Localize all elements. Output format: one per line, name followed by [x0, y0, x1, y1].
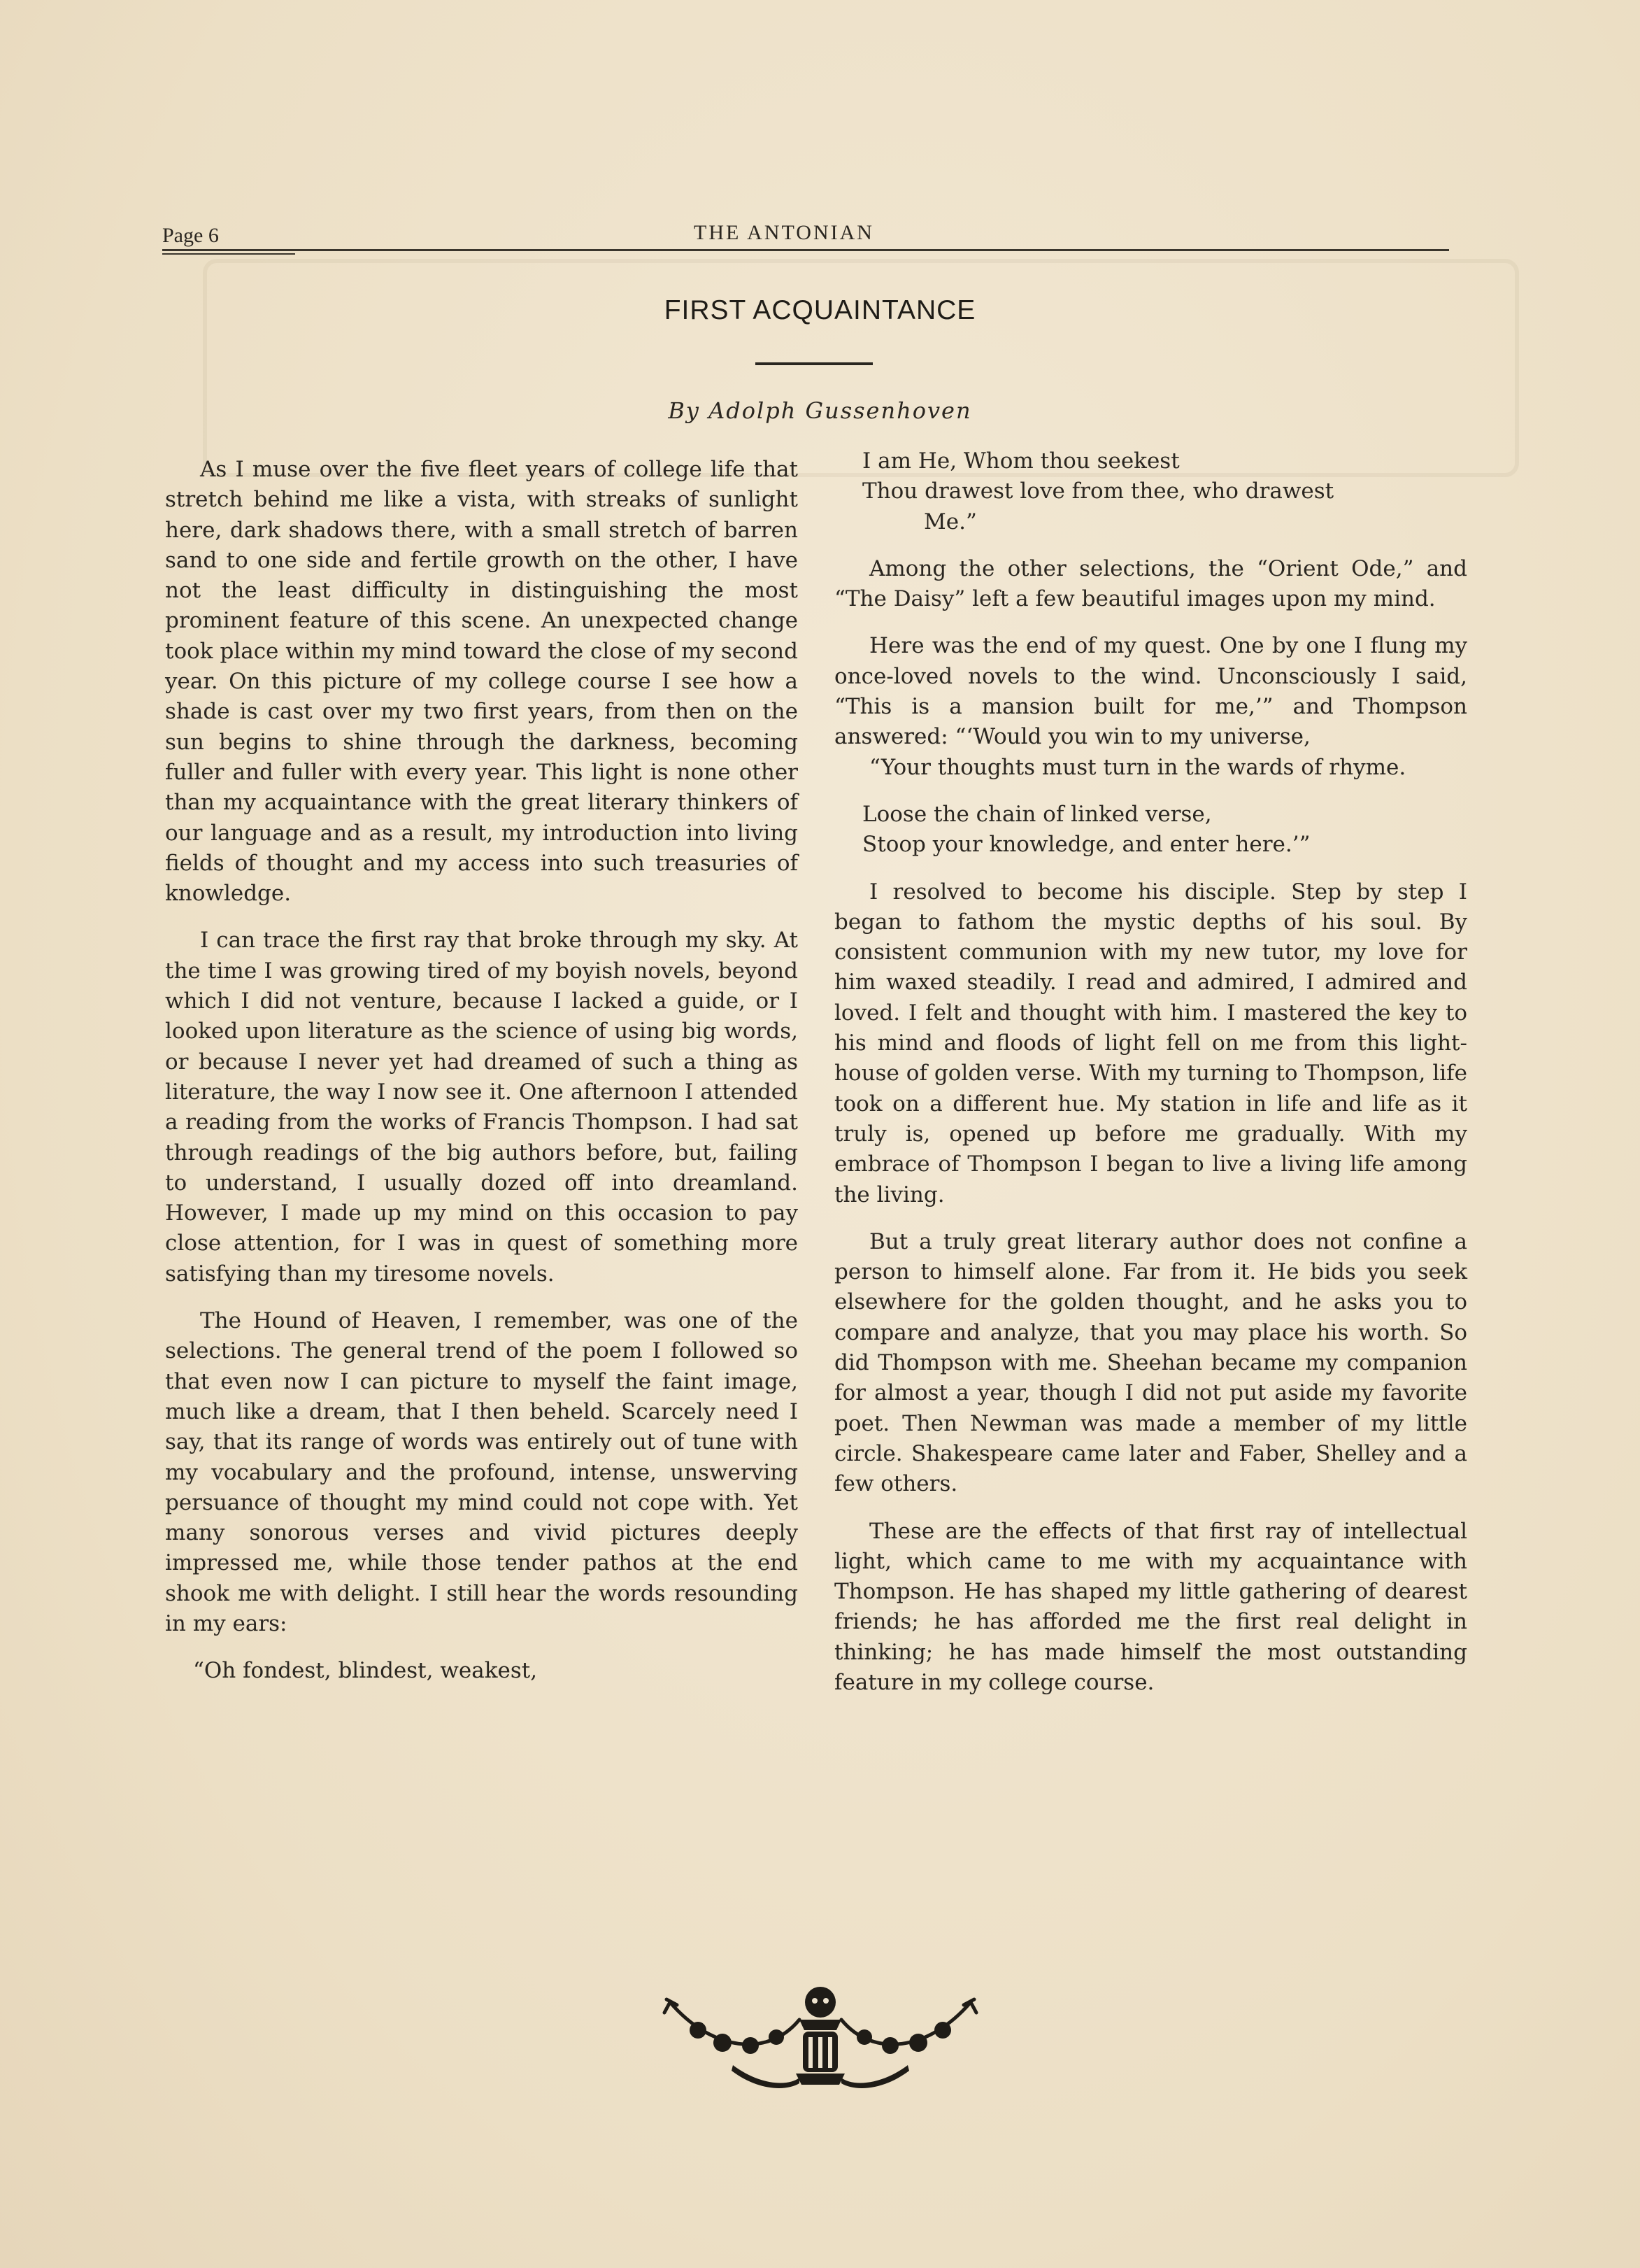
page-number: Page 6	[162, 224, 219, 247]
paragraph: As I muse over the five fleet years of college life that stretch behind me like a vista, with streaks of sunlight here, dark shadows there, with a small stretch of barren sand to one side and fertile growth on the other, I have not the least difficulty in distinguishing the most prominent feature of this scene. An unexpected change took place within my mind toward the close of my second year. On this picture of my college course I see how a shade is cast over my two first years, from then on the sun begins to shine through the darkness, becoming fuller and fuller with every year. This light is none other than my acquaintance with the great literary thinkers of our language and as a result, my introduction into living fields of thought and my access into such treasuries of knowledge.	[165, 457, 798, 907]
paragraph: The Hound of Heaven, I remember, was one of the selections. The general trend of the poem I followed so that even now I can picture to myself the faint image, much like a dream, that I then beheld. Scarcely need I say, that its range of words was entirely out of tune with my vocabulary and the profound, intense, unswerving persuance of thought my mind could not cope with. Yet many sonorous verses and vivid pictures deeply impressed me, while those tender pathos at the end shook me with delight. I still hear the words resounding in my ears:	[165, 1308, 798, 1636]
paragraph: These are the effects of that first ray of intellectual light, which came to me with my acquaintance with Thompson. He has shaped my little gathering of dearest friends; he has afforded me the first real delight in thinking; he has made himself the most outstanding feature in my college course.	[834, 1518, 1467, 1695]
verse-line: Stoop your knowledge, and enter here.’”	[862, 832, 1311, 858]
title-divider	[755, 362, 873, 365]
column-right	[834, 446, 1467, 1715]
verse-line: Me.”	[924, 509, 977, 534]
verse-line: “Oh fondest, blindest, weakest,	[193, 1658, 538, 1684]
article-byline: By Adolph Gussenhoven	[668, 397, 972, 424]
paragraph: Here was the end of my quest. One by one I flung my once-loved novels to the wind. Unconsciously I said, “This is a mansion built for me,’” and Thompson answered: “‘Would you win to my universe,	[834, 633, 1467, 750]
paragraph: I can trace the first ray that broke through my sky. At the time I was growing tired of my boyish novels, beyond which I did not venture, because I lacked a guide, or I looked upon literature as the science of using big words, or because I never yet had dreamed of such a thing as literature, the way I now see it. One afternoon I attended a reading from the works of Francis Thompson. I had sat through readings of the big authors before, but, failing to understand, I usually dozed off into dreamland. However, I made up my mind on this occasion to pay close attention, for I was in quest of something more satisfying than my tiresome novels.	[165, 928, 798, 1287]
header-rule-short	[162, 253, 295, 255]
running-title: THE ANTONIAN	[694, 221, 874, 244]
verse-line: Thou drawest love from thee, who drawest	[862, 479, 1334, 504]
running-header	[162, 221, 1449, 249]
paragraph: “Your thoughts must turn in the wards of rhyme.	[869, 754, 1406, 780]
paragraph: I resolved to become his disciple. Step by step I began to fathom the mystic depths of his soul. By consistent communion with my new tutor, my love for him waxed steadily. I read and admired, I admired and loved. I felt and thought with him. I mastered the key to his mind and floods of light fell on me from this light-house of golden verse. With my turning to Thompson, life took on a different hue. My station in life and life as it truly is, opened up before me gradually. With my embrace of Thompson I began to live a living life among the living.	[834, 879, 1467, 1207]
verse-line: Loose the chain of linked verse,	[862, 801, 1212, 827]
article-title: FIRST ACQUAINTANCE	[664, 295, 976, 325]
garland-ornament-icon	[656, 1981, 985, 2093]
show-through-watermark	[203, 259, 1519, 477]
paragraph: Among the other selections, the “Orient Ode,” and “The Daisy” left a few beautiful images upon my mind.	[834, 555, 1467, 612]
header-rule	[162, 249, 1449, 251]
paragraph: But a truly great literary author does not confine a person to himself alone. Far from it. He bids you seek elsewhere for the golden thought, and he asks you to compare and analyze, that you may place his worth. So did Thompson with me. Sheehan became my companion for almost a year, though I did not put aside my favorite poet. Then Newman was made a member of my little circle. Shakespeare came later and Faber, Shelley and a few others.	[834, 1228, 1467, 1497]
verse-line: I am He, Whom thou seekest	[862, 448, 1180, 474]
column-left	[165, 455, 798, 1703]
